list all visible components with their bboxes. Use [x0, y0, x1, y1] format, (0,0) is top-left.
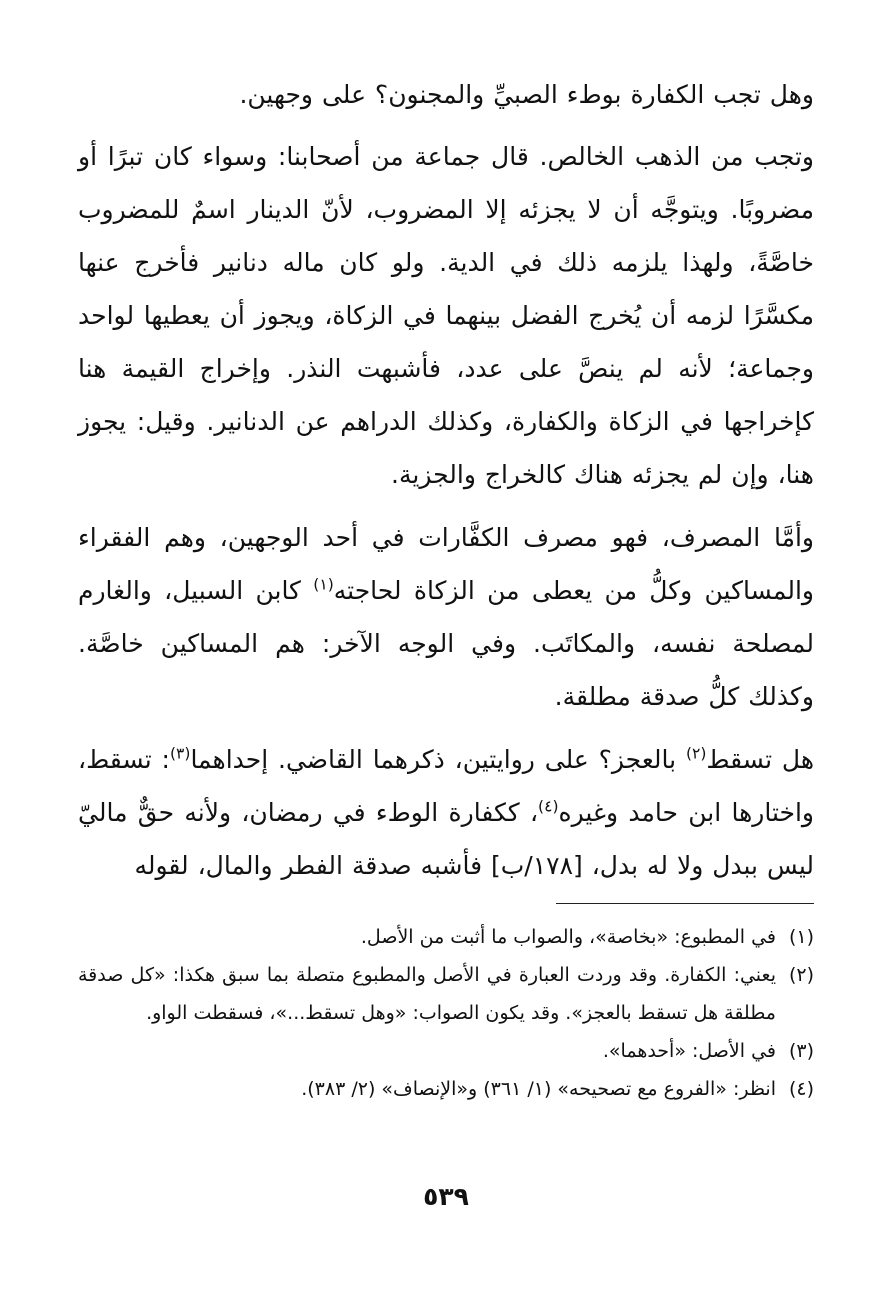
paragraph-3-text-b: كابن السبيل، والغارم لمصلحة نفسه، والمكاتَب. وفي الوجه الآخر: هم المساكين خاصَّة. وكذلك كلُّ صدقة مطلقة.: [78, 576, 814, 711]
footnote-number: (١): [788, 926, 814, 948]
footnote-4: [78, 1070, 814, 1108]
footnote-3: [78, 1032, 814, 1070]
footnote-ref-4: (٤): [538, 797, 559, 816]
paragraph-1: وهل تجب الكفارة بوطء الصبيِّ والمجنون؟ على وجهين.: [239, 80, 814, 109]
footnote-number: (٤): [788, 1078, 814, 1100]
paragraph-4-text-d: ، ككفارة الوطء في رمضان، ولأنه حقٌّ ماليّ ليس ببدل ولا له بدل، [١٧٨/ب] فأشبه صدقة الفطر والمال، لقوله: [78, 798, 814, 880]
footnote-text: في الأصل: «أحدهما».: [602, 1040, 776, 1062]
footnote-text: يعني: الكفارة. وقد وردت العبارة في الأصل والمطبوع متصلة بما سبق هكذا: «كل صدقة مطلقة هل تسقط بالعجز». وقد يكون الصواب: «وهل تسقط...»، فسقطت الواو.: [78, 964, 776, 1024]
paragraph-4-text-b: بالعجز؟ على روايتين، ذكرهما القاضي. إحداهما: [190, 745, 686, 774]
paragraph-2: وتجب من الذهب الخالص. قال جماعة من أصحابنا: وسواء كان تبرًا أو مضروبًا. ويتوجَّه أن لا يجزئه إلا المضروب، لأنّ الدينار اسمٌ للمضروب خاصَّةً، ولهذا يلزمه ذلك في الدية. ولو كان ماله دنانير فأخرج عنها مكسَّرًا لزمه أن يُخرج الفضل بينهما في الزكاة، ويجوز أن يعطيها لواحد وجماعة؛ لأنه لم ينصَّ على عدد، فأشبهت النذر. وإخراج القيمة هنا كإخراجها في الزكاة والكفارة، وكذلك الدراهم عن الدنانير. وقيل: يجوز هنا، وإن لم يجزئه هناك كالخراج والجزية.: [78, 142, 814, 489]
page-number: ٥٣٩: [423, 1182, 469, 1211]
paragraph-3: [78, 511, 814, 723]
paragraph-4: [78, 733, 814, 892]
footnote-ref-3: (٣): [169, 744, 191, 763]
footnote-text: انظر: «الفروع مع تصحيحه» (١/ ٣٦١) و«الإنصاف» (٢/ ٣٨٣).: [301, 1078, 776, 1100]
paragraph-4-text-a: هل تسقط: [706, 745, 814, 774]
page-body: [78, 68, 814, 892]
paragraph-4-text-c: : تسقط، واختارها ابن حامد وغيره: [78, 745, 814, 827]
footnote-text: في المطبوع: «بخاصة»، والصواب ما أثبت من الأصل.: [360, 926, 776, 948]
footnote-number: (٣): [788, 1040, 814, 1062]
paragraph-3-text-a: وأمَّا المصرف، فهو مصرف الكفَّارات في أحد الوجهين، وهم الفقراء والمساكين وكلُّ من يعطى من الزكاة لحاجته: [78, 523, 815, 605]
footnotes: [78, 918, 814, 1108]
footnote-ref-1: (١): [313, 575, 334, 594]
footnote-1: [78, 918, 814, 956]
footnote-2: [78, 956, 814, 1032]
footnote-number: (٢): [788, 964, 814, 986]
footnote-ref-2: (٢): [685, 744, 707, 763]
footnote-separator: [556, 903, 814, 904]
